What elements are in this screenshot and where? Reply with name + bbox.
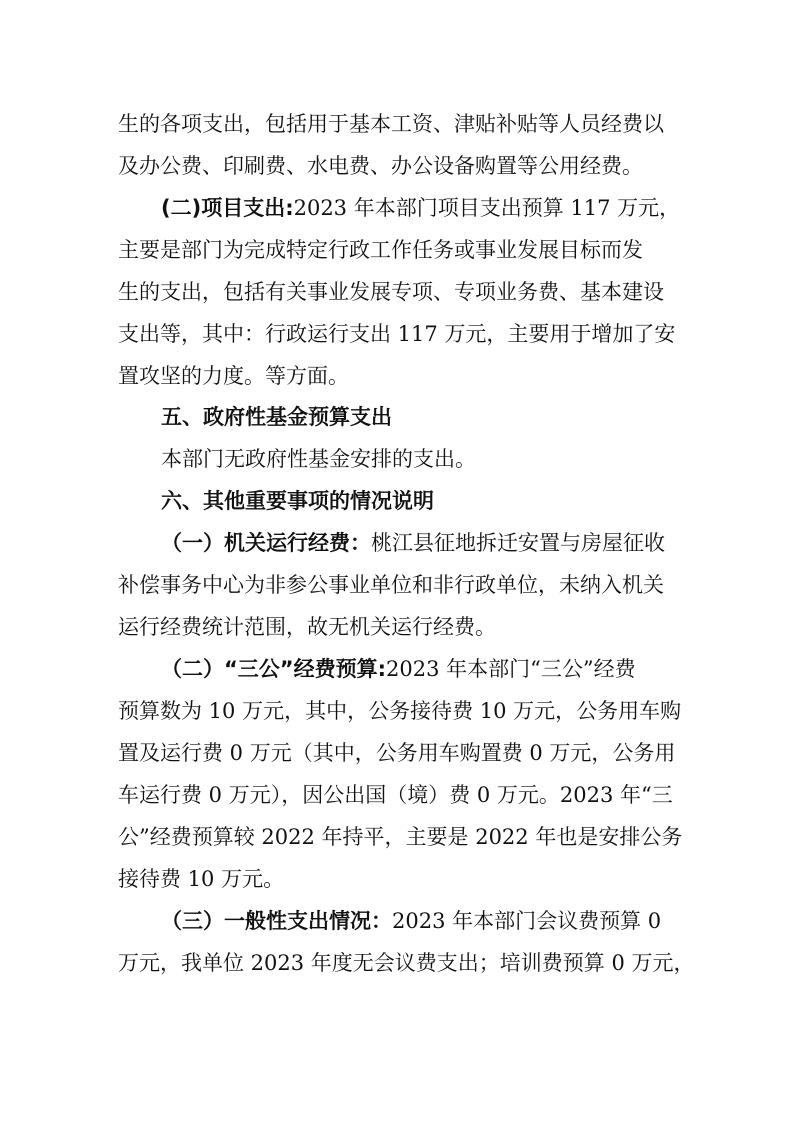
section-line [161, 649, 721, 689]
section-heading: （二）“三公”经费预算: [161, 657, 387, 681]
section-text: 2023 年本部门“三公”经费 [386, 657, 636, 681]
paragraph-line: 支出等，其中：行政运行支出 117 万元，主要用于增加了安 [118, 322, 676, 346]
section-heading: （一）机关运行经费： [161, 531, 371, 555]
paragraph-line: 接待费 10 万元。 [118, 867, 285, 891]
paragraph-line: 本部门无政府性基金安排的支出。 [161, 447, 476, 471]
section-text: 桃江县征地拆迁安置与房屋征收 [371, 531, 665, 555]
paragraph-line: 生的支出，包括有关事业发展专项、专项业务费、基本建设 [118, 280, 664, 304]
paragraph-line: 补偿事务中心为非参公事业单位和非行政单位，未纳入机关 [118, 573, 664, 597]
paragraph-line: 车运行费 0 万元），因公出国（境）费 0 万元。2023 年“三 [118, 783, 673, 807]
paragraph-line: 运行经费统计范围，故无机关运行经费。 [118, 615, 496, 639]
chapter-heading: 五、政府性基金预算支出 [161, 405, 392, 429]
paragraph-line: 公”经费预算较 2022 年持平，主要是 2022 年也是安排公务 [118, 825, 683, 849]
paragraph-line: 置及运行费 0 万元（其中，公务用车购置费 0 万元，公务用 [118, 741, 676, 765]
section-text: 2023 年本部门会议费预算 0 [392, 909, 662, 933]
section-line [161, 188, 721, 228]
section-heading: （三）一般性支出情况： [161, 909, 392, 933]
paragraph-line: 预算数为 10 万元，其中，公务接待费 10 万元，公务用车购 [118, 699, 682, 723]
paragraph-line: 生的各项支出，包括用于基本工资、津贴补贴等人员经费以 [118, 112, 664, 136]
section-heading: (二)项目支出: [161, 196, 294, 220]
section-text: 2023 年本部门项目支出预算 117 万元， [293, 196, 681, 220]
section-line [161, 523, 721, 563]
chapter-heading: 六、其他重要事项的情况说明 [161, 489, 434, 513]
section-line [161, 901, 721, 941]
paragraph-line: 主要是部门为完成特定行政工作任务或事业发展目标而发 [118, 238, 643, 262]
paragraph-line: 置攻坚的力度。等方面。 [118, 364, 349, 388]
paragraph-line: 万元，我单位 2023 年度无会议费支出；培训费预算 0 万元， [118, 951, 695, 975]
paragraph-line: 及办公费、印刷费、水电费、办公设备购置等公用经费。 [118, 154, 643, 178]
